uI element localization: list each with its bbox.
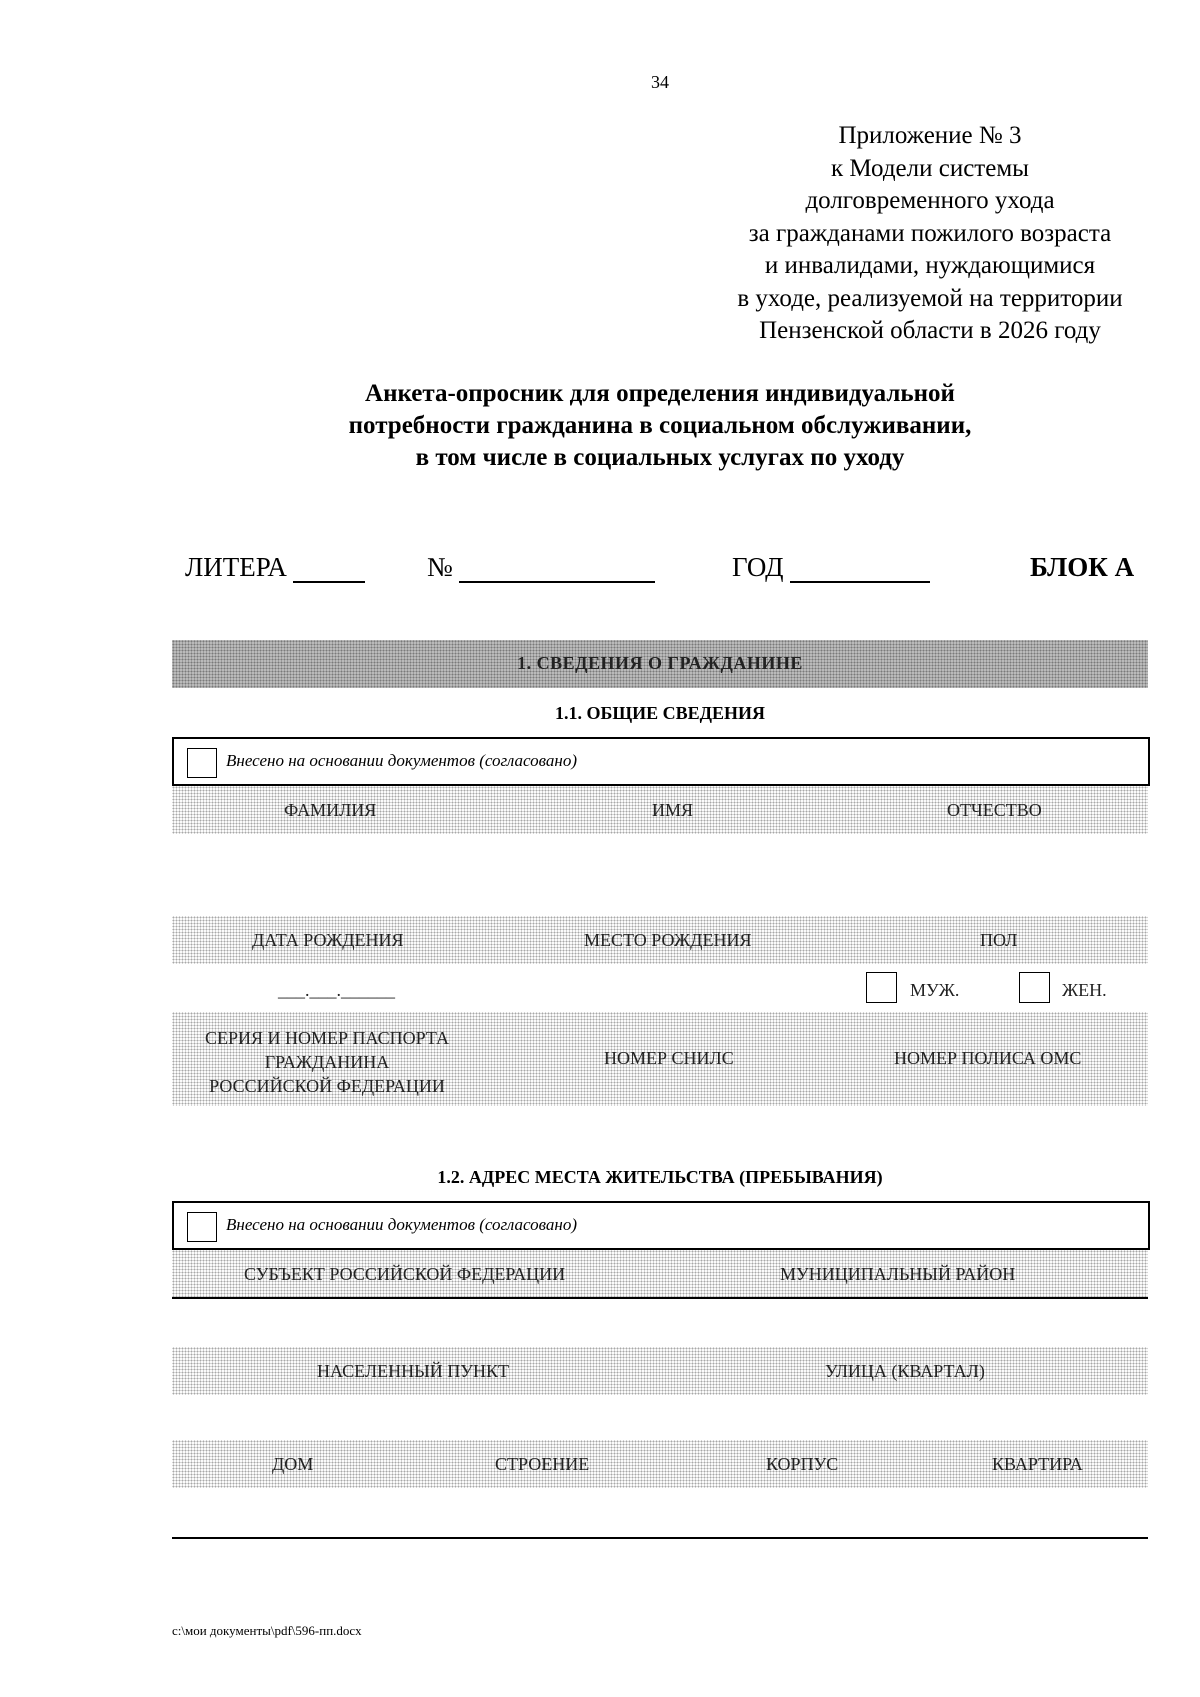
house-underline — [172, 1537, 1148, 1539]
year-label: ГОД — [732, 552, 784, 582]
section-header-bar — [172, 640, 1148, 688]
firstname-header: ИМЯ — [652, 800, 694, 820]
appendix-line: к Модели системы — [831, 154, 1029, 182]
documents-checkbox[interactable] — [187, 1212, 217, 1242]
birthplace-header: МЕСТО РОЖДЕНИЯ — [584, 930, 752, 950]
passport-header — [182, 1026, 472, 1098]
title-line: Анкета-опросник для определения индивидуальной — [365, 380, 955, 407]
litera-blank[interactable] — [293, 555, 365, 583]
apartment-header: КВАРТИРА — [992, 1454, 1083, 1474]
oms-header: НОМЕР ПОЛИСА ОМС — [894, 1048, 1082, 1068]
appendix-line: в уходе, реализуемой на территории — [737, 284, 1123, 312]
subsection-title-general: 1.1. ОБЩИЕ СВЕДЕНИЯ — [554, 703, 766, 723]
number-field — [427, 552, 655, 583]
block-header: КОРПУС — [766, 1454, 839, 1474]
appendix-line: за гражданами пожилого возраста — [748, 219, 1112, 247]
section-title: 1. СВЕДЕНИЯ О ГРАЖДАНИНЕ — [517, 653, 803, 673]
municipal-district-header: МУНИЦИПАЛЬНЫЙ РАЙОН — [780, 1264, 1016, 1284]
federal-subject-header: СУБЪЕКТ РОССИЙСКОЙ ФЕДЕРАЦИИ — [244, 1264, 566, 1284]
birthdate-placeholder[interactable]: ___.___.______ — [278, 980, 395, 1000]
title-line: в том числе в социальных услугах по уходу — [415, 444, 905, 471]
patronymic-header: ОТЧЕСТВО — [947, 800, 1042, 820]
male-checkbox[interactable] — [866, 972, 897, 1003]
male-label: МУЖ. — [910, 980, 960, 1000]
year-field — [732, 552, 930, 583]
birth-header-bar — [172, 916, 1148, 964]
year-blank[interactable] — [790, 555, 930, 583]
litera-label: ЛИТЕРА — [185, 552, 287, 582]
appendix-line: и инвалидами, нуждающимися — [764, 252, 1096, 279]
passport-header-line: СЕРИЯ И НОМЕР ПАСПОРТА — [205, 1028, 449, 1048]
birthdate-header: ДАТА РОЖДЕНИЯ — [252, 930, 404, 950]
building-header: СТРОЕНИЕ — [495, 1454, 590, 1474]
appendix-header — [715, 120, 1145, 348]
file-path-footer: c:\мои документы\pdf\596-пп.docx — [172, 1623, 362, 1638]
documents-checkbox[interactable] — [187, 748, 217, 778]
passport-header-line: ГРАЖДАНИНА — [264, 1052, 390, 1072]
number-blank[interactable] — [459, 555, 655, 583]
appendix-line: Приложение № 3 — [838, 122, 1022, 149]
region-header-bar — [172, 1250, 1148, 1298]
id-documents-header-bar — [172, 1012, 1148, 1106]
number-label: № — [427, 552, 453, 582]
documents-checkbox-label: Внесено на основании документов (согласовано) — [226, 751, 577, 770]
female-checkbox[interactable] — [1019, 972, 1050, 1003]
female-label: ЖЕН. — [1062, 980, 1107, 1000]
documents-checkbox-row — [172, 737, 1150, 786]
title-line: потребности гражданина в социальном обслуживании, — [348, 412, 972, 439]
locality-header: НАСЕЛЕННЫЙ ПУНКТ — [317, 1361, 510, 1381]
passport-header-line: РОССИЙСКОЙ ФЕДЕРАЦИИ — [209, 1076, 445, 1096]
region-underline — [172, 1297, 1148, 1299]
snils-header: НОМЕР СНИЛС — [604, 1048, 734, 1068]
document-title — [172, 378, 1148, 474]
surname-header: ФАМИЛИЯ — [284, 800, 377, 820]
house-header: ДОМ — [272, 1454, 314, 1474]
appendix-line: Пензенской области в 2026 году — [759, 317, 1101, 344]
page-number: 34 — [651, 72, 669, 92]
documents-checkbox-row — [172, 1201, 1150, 1250]
litera-field — [185, 552, 365, 583]
locality-header-bar — [172, 1347, 1148, 1395]
appendix-line: долговременного ухода — [805, 187, 1055, 214]
documents-checkbox-label: Внесено на основании документов (согласовано) — [226, 1215, 577, 1234]
name-header-bar — [172, 786, 1148, 834]
block-label: БЛОК А — [1030, 552, 1135, 582]
sex-header: ПОЛ — [980, 930, 1018, 950]
subsection-title-address: 1.2. АДРЕС МЕСТА ЖИТЕЛЬСТВА (ПРЕБЫВАНИЯ) — [437, 1167, 883, 1187]
house-header-bar — [172, 1440, 1148, 1488]
street-header: УЛИЦА (КВАРТАЛ) — [825, 1361, 985, 1381]
